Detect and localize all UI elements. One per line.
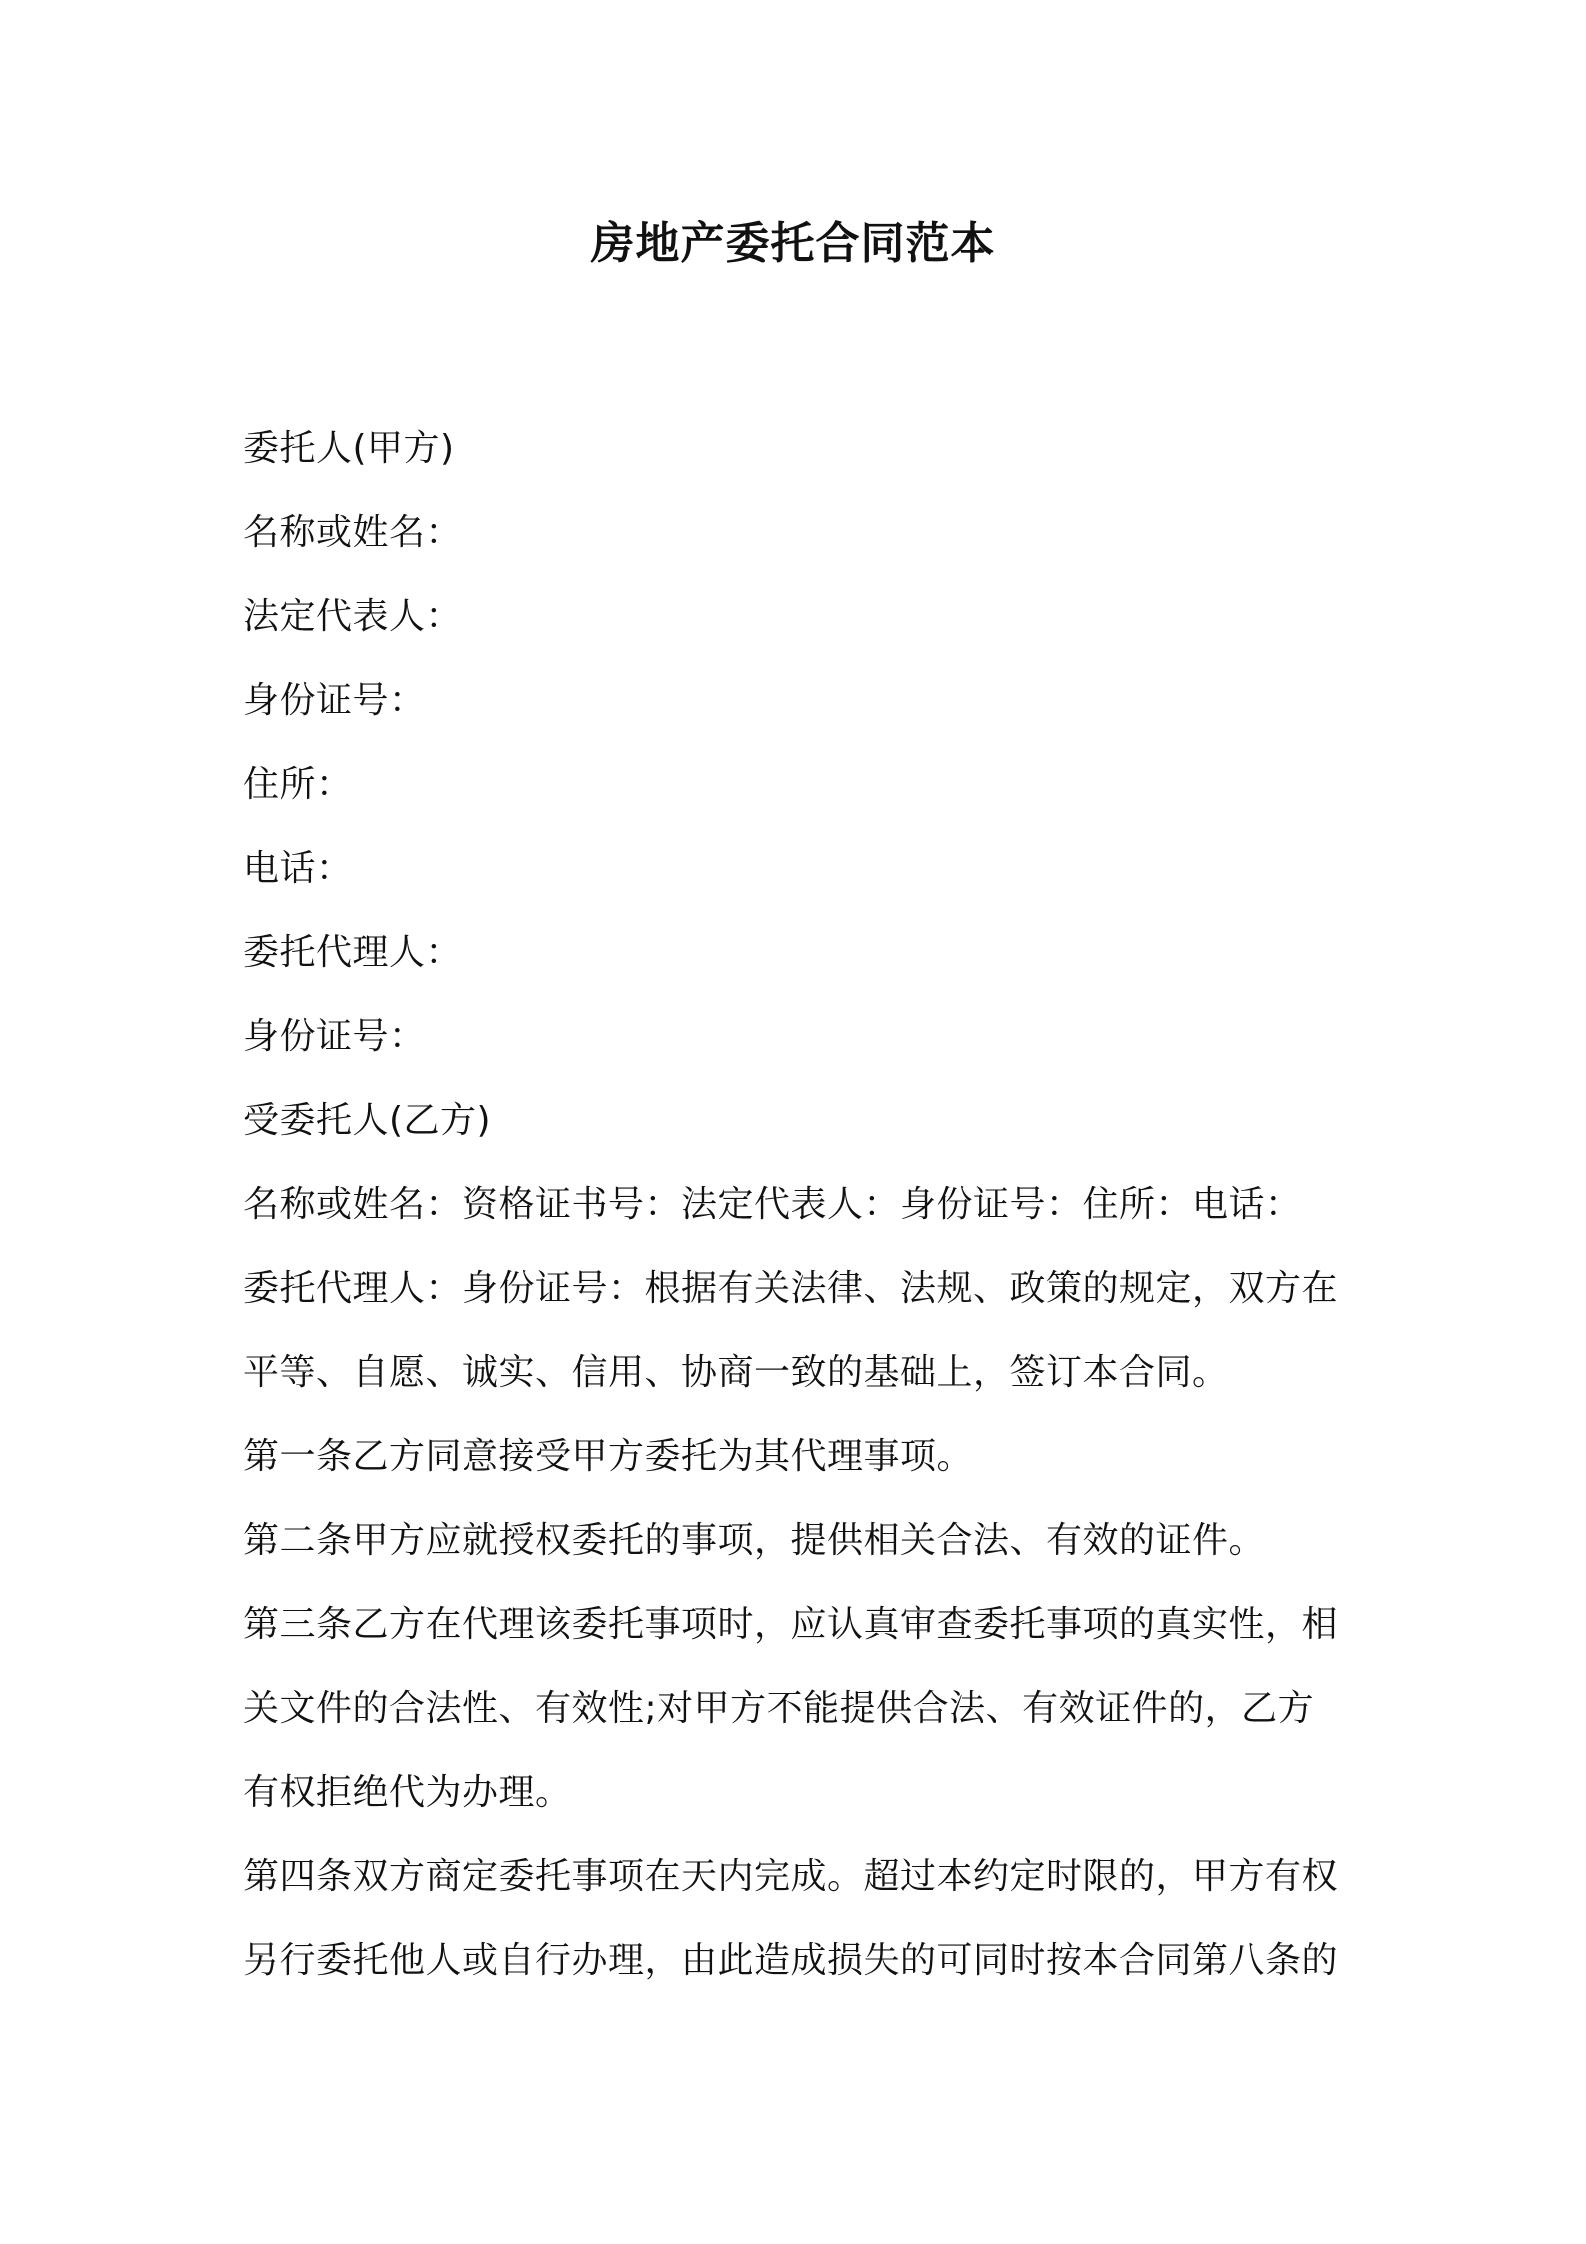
text-line: 委托代理人：身份证号：根据有关法律、法规、政策的规定，双方在 bbox=[243, 1268, 1339, 1309]
document-body bbox=[243, 407, 1363, 2003]
text-line: 关文件的合法性、有效性;对甲方不能提供合法、有效证件的，乙方 bbox=[243, 1688, 1315, 1729]
text-line: 另行委托他人或自行办理，由此造成损失的可同时按本合同第八条的 bbox=[243, 1940, 1339, 1981]
text-line: 名称或姓名：资格证书号：法定代表人：身份证号：住所：电话： bbox=[243, 1184, 1302, 1225]
text-line: 平等、自愿、诚实、信用、协商一致的基础上，签订本合同。 bbox=[243, 1352, 1229, 1393]
text-line: 法定代表人： bbox=[243, 596, 463, 637]
text-line: 委托人(甲方) bbox=[243, 428, 455, 469]
text-line: 第二条甲方应就授权委托的事项，提供相关合法、有效的证件。 bbox=[243, 1520, 1266, 1561]
text-line: 住所： bbox=[243, 764, 353, 805]
document-title: 房地产委托合同范本 bbox=[590, 218, 996, 269]
text-line: 身份证号： bbox=[243, 1016, 426, 1057]
text-line: 名称或姓名： bbox=[243, 512, 463, 553]
text-line: 受委托人(乙方) bbox=[243, 1100, 492, 1141]
text-line: 电话： bbox=[243, 848, 353, 889]
text-line: 有权拒绝代为办理。 bbox=[243, 1772, 572, 1813]
text-line: 委托代理人： bbox=[243, 932, 463, 973]
text-line: 第三条乙方在代理该委托事项时，应认真审查委托事项的真实性，相 bbox=[243, 1604, 1339, 1645]
text-line: 第一条乙方同意接受甲方委托为其代理事项。 bbox=[243, 1436, 974, 1477]
text-line: 身份证号： bbox=[243, 680, 426, 721]
text-line: 第四条双方商定委托事项在天内完成。超过本约定时限的，甲方有权 bbox=[243, 1856, 1339, 1897]
